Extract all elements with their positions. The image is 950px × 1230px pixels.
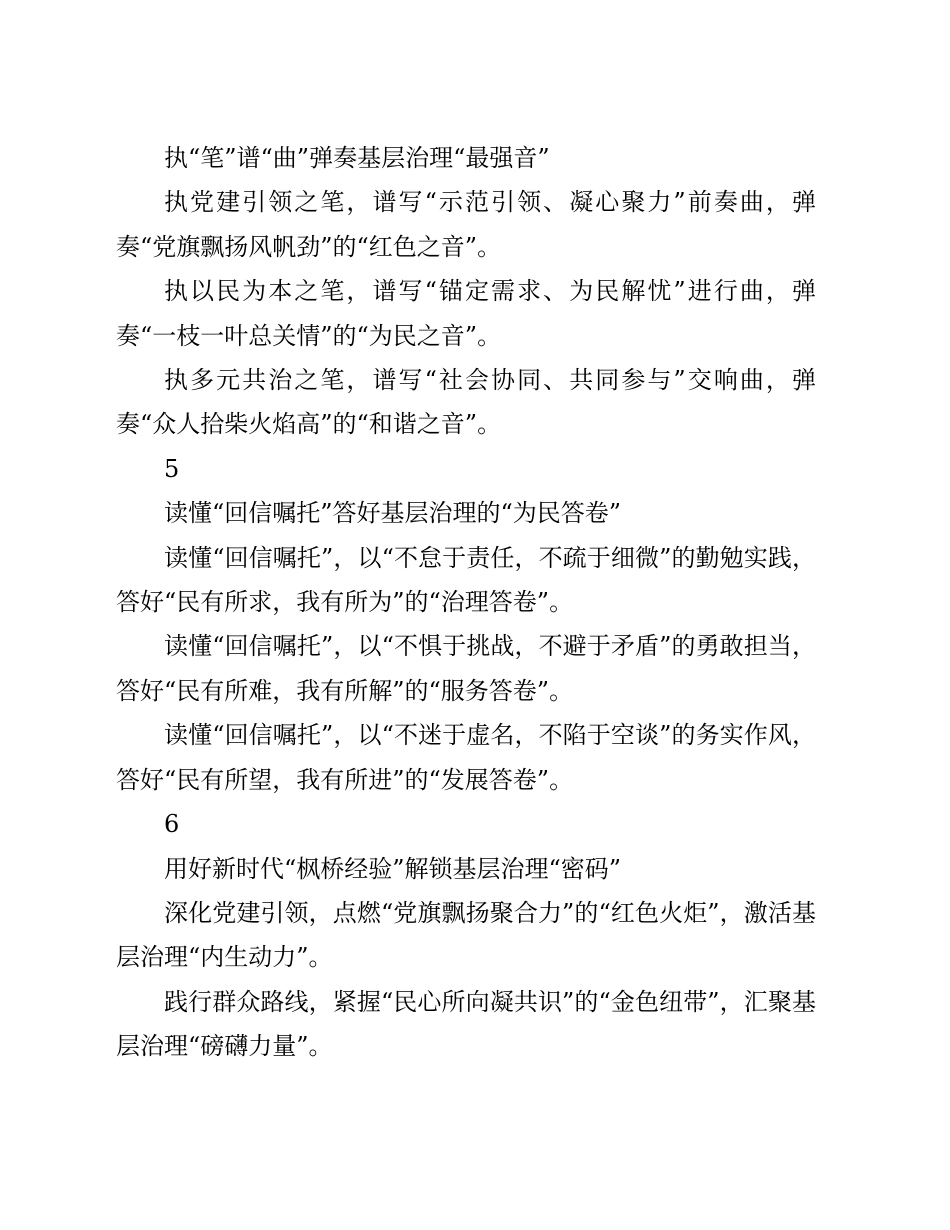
body-paragraph: 执多元共治之笔，谱写“社会协同、共同参与”交响曲，弹奏“众人拾柴火焰高”的“和谐之音”。 [116,366,816,439]
document-body [116,136,816,1069]
body-paragraph: 践行群众路线，紧握“民心所向凝共识”的“金色纽带”，汇聚基层治理“磅礴力量”。 [116,987,816,1061]
section-heading: 读懂“回信嘱托”答好基层治理的“为民答卷” [164,499,622,528]
body-paragraph: 读懂“回信嘱托”，以“不迷于虚名，不陷于空谈”的务实作风，答好“民有所望，我有所进”的“发展答卷”。 [116,721,816,794]
body-paragraph: 深化党建引领，点燃“党旗飘扬聚合力”的“红色火炬”，激活基层治理“内生动力”。 [116,898,816,972]
body-paragraph: 执以民为本之笔，谱写“锚定需求、为民解忧”进行曲，弹奏“一枝一叶总关情”的“为民之音”。 [116,277,816,350]
body-paragraph: 读懂“回信嘱托”，以“不惧于挑战，不避于矛盾”的勇敢担当，答好“民有所难，我有所解”的“服务答卷”。 [116,632,816,705]
section-heading: 执“笔”谱“曲”弹奏基层治理“最强音” [164,144,550,172]
section-number: 5 [164,454,180,483]
section-heading: 用好新时代“枫桥经验”解锁基层治理“密码” [164,854,622,883]
section-number: 6 [164,810,180,839]
body-paragraph: 执党建引领之笔，谱写“示范引领、凝心聚力”前奏曲，弹奏“党旗飘扬风帆劲”的“红色之音”。 [116,188,816,261]
body-paragraph: 读懂“回信嘱托”，以“不怠于责任，不疏于细微”的勤勉实践，答好“民有所求，我有所为”的“治理答卷”。 [116,543,816,617]
